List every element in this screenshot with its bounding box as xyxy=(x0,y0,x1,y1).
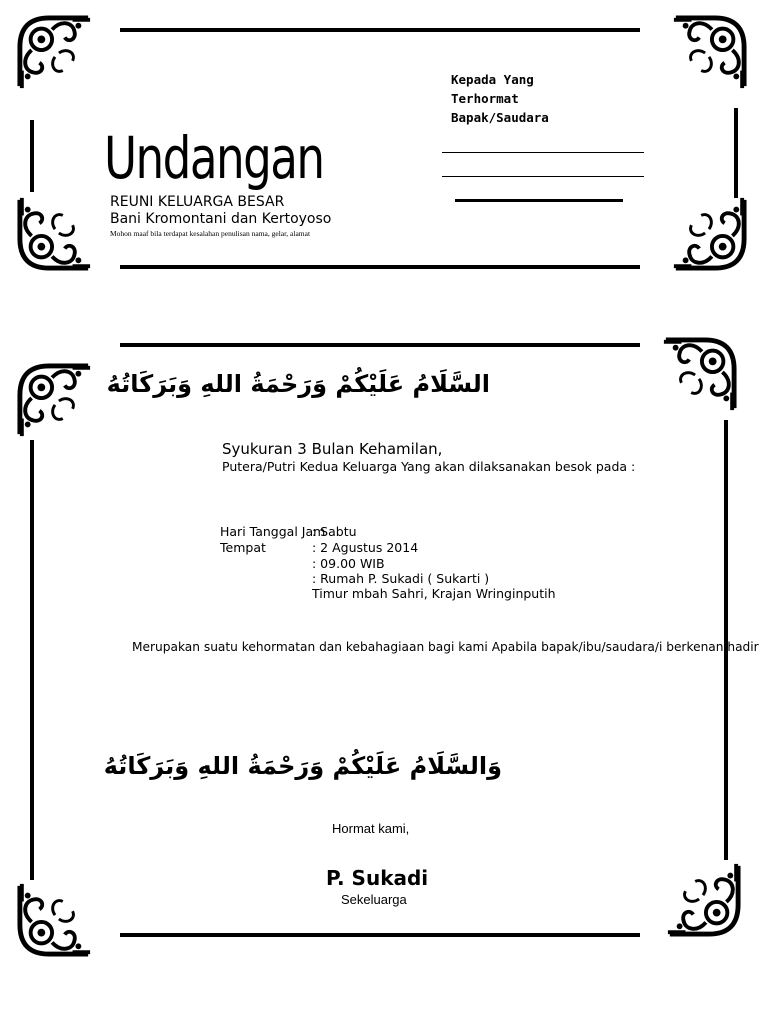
signer-family: Sekeluarga xyxy=(341,892,407,907)
salam-closing: وَالسَّلَامُ عَلَيْكُمْ وَرَحْمَةُ اللهِ وَبَرَكَاتُهُ xyxy=(103,752,502,780)
recipient-line-2: Terhormat xyxy=(451,91,519,106)
detail-value-time: : 09.00 WIB xyxy=(312,556,385,571)
envelope-subtitle: REUNI KELUARGA BESAR xyxy=(110,194,285,210)
letter-heading: Syukuran 3 Bulan Kehamilan, xyxy=(222,440,443,458)
detail-label-day: Hari Tanggal Jam xyxy=(220,524,326,539)
ornament-corner-top-left xyxy=(16,362,94,440)
recipient-line-3: Bapak/Saudara xyxy=(451,110,549,125)
detail-value-date: : 2 Agustus 2014 xyxy=(312,540,419,555)
regards: Hormat kami, xyxy=(332,821,410,836)
envelope-bottom-border xyxy=(120,265,640,269)
envelope-left-border xyxy=(30,120,34,192)
ornament-corner-bottom-left xyxy=(16,194,94,272)
envelope-note: Mohon maaf bila terdapat kesalahan penulisan nama, gelar, alamat xyxy=(110,229,311,238)
signer-name: P. Sukadi xyxy=(326,866,429,890)
letter-top-border xyxy=(120,343,640,347)
recipient-blank-line-3 xyxy=(455,199,623,202)
envelope-family: Bani Kromontani dan Kertoyoso xyxy=(110,211,332,227)
recipient-line-1: Kepada Yang xyxy=(451,72,534,87)
envelope-title: Undangan xyxy=(104,124,324,192)
ornament-corner-bottom-left xyxy=(16,880,94,958)
letter-bottom-border xyxy=(120,933,640,937)
letter-left-border xyxy=(30,440,34,880)
ornament-corner-top-right xyxy=(670,14,748,92)
ornament-corner-bottom-right xyxy=(664,860,742,938)
detail-value-day: : Sabtu xyxy=(312,524,357,539)
ornament-corner-top-left xyxy=(16,14,94,92)
detail-value-place: : Rumah P. Sukadi ( Sukarti ) xyxy=(312,571,490,586)
ornament-corner-bottom-right xyxy=(670,194,748,272)
recipient-blank-line-2 xyxy=(442,176,644,177)
salam-opening: السَّلَامُ عَلَيْكُمْ وَرَحْمَةُ اللهِ وَبَرَكَاتُهُ xyxy=(106,370,490,398)
recipient-blank-line-1 xyxy=(442,152,644,153)
letter-body: Merupakan suatu kehormatan dan kebahagiaan bagi kami Apabila bapak/ibu/saudara/i berkenan hadir xyxy=(132,640,759,654)
envelope-right-border xyxy=(734,108,738,198)
letter-intro: Putera/Putri Kedua Keluarga Yang akan dilaksanakan besok pada : xyxy=(222,459,636,474)
detail-value-place-2: Timur mbah Sahri, Krajan Wringinputih xyxy=(312,586,556,601)
ornament-corner-top-right xyxy=(660,336,738,414)
detail-label-place: Tempat xyxy=(220,540,266,555)
envelope-top-border xyxy=(120,28,640,32)
